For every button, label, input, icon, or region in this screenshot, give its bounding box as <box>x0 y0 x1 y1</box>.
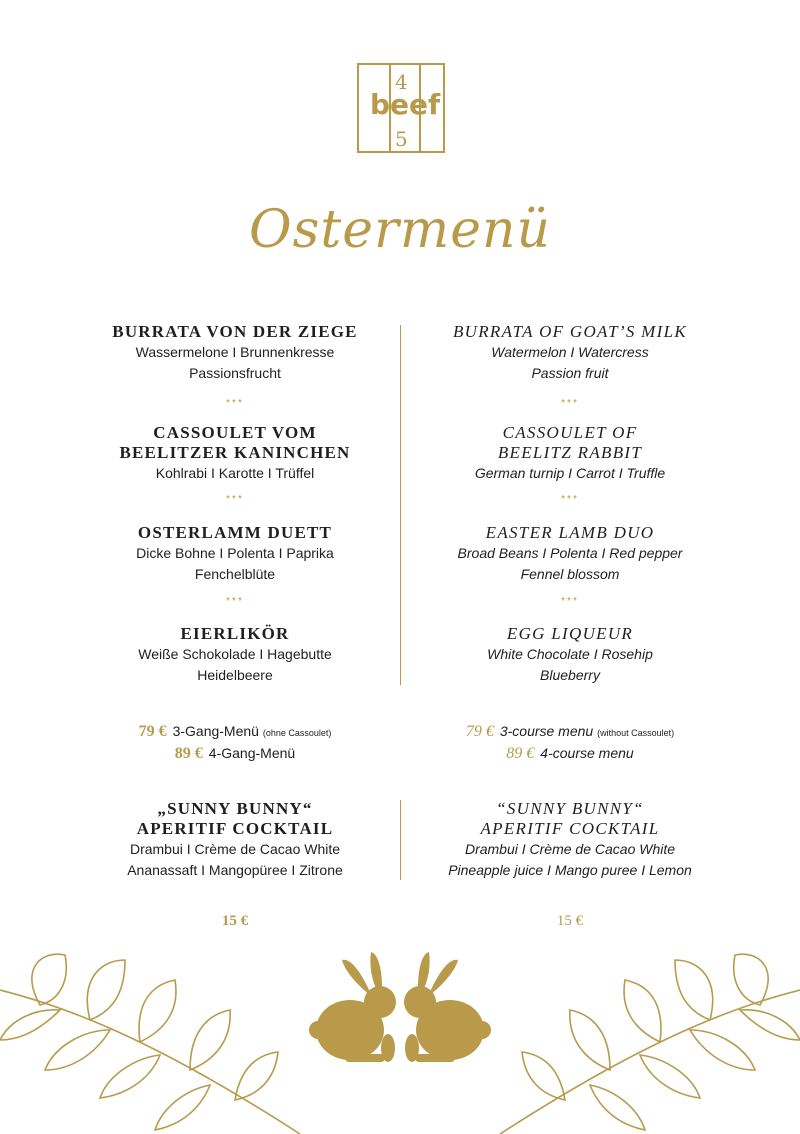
price-note: (without Cassoulet) <box>597 728 675 738</box>
price-label: 4-course menu <box>540 745 634 761</box>
course-name: EGG LIQUEUR <box>506 624 634 643</box>
course-1 <box>65 322 405 384</box>
course-4 <box>400 624 740 686</box>
course-name: BEELITZER KANINCHEN <box>119 443 351 462</box>
separator: *** <box>561 596 579 607</box>
price-4-course <box>400 743 740 764</box>
course-description: Passion fruit <box>531 365 609 381</box>
cocktail-description: Ananassaft I Mangopüree I Zitrone <box>127 862 343 878</box>
course-description: Dicke Bohne I Polenta I Paprika <box>136 545 334 561</box>
course-description: Watermelon I Watercress <box>491 344 649 360</box>
course-description: White Chocolate I Rosehip <box>487 646 653 662</box>
cocktail-price: 15 € <box>556 913 584 929</box>
logo-word: beef <box>370 88 441 121</box>
course-description: Heidelbeere <box>197 667 273 683</box>
separator: *** <box>561 494 579 505</box>
price-3-course <box>400 721 740 744</box>
price-3-course <box>65 721 405 744</box>
course-description: Fennel blossom <box>520 566 620 582</box>
course-description: Weiße Schokolade I Hagebutte <box>138 646 332 662</box>
course-name: BURRATA VON DER ZIEGE <box>112 322 358 341</box>
cocktail <box>400 799 740 881</box>
rabbit-icon <box>309 952 396 1062</box>
footer-decoration <box>0 930 800 1134</box>
logo-number-bottom: 5 <box>395 127 408 151</box>
course-name: CASSOULET OF <box>502 423 638 442</box>
separator: *** <box>226 596 244 607</box>
course-description: Fenchelblüte <box>194 566 276 582</box>
price-amount: 79 € <box>465 723 494 740</box>
course-name: BEELITZ RABBIT <box>497 443 643 462</box>
course-2 <box>65 423 405 484</box>
cocktail-description: Pineapple juice I Mango puree I Lemon <box>448 862 692 878</box>
cocktail-name: „SUNNY BUNNY“ <box>157 799 313 818</box>
price-amount: 89 € <box>174 745 203 762</box>
price-label: 3-course menu <box>499 723 594 739</box>
separator: *** <box>226 398 244 409</box>
course-name: OSTERLAMM DUETT <box>137 523 333 542</box>
course-description: Broad Beans I Polenta I Red pepper <box>457 545 683 561</box>
course-description: Kohlrabi I Karotte I Trüffel <box>155 465 315 481</box>
price-4-course <box>65 743 405 764</box>
separator: *** <box>561 398 579 409</box>
cocktail-price: 15 € <box>221 913 249 929</box>
laurel-branch-icon <box>0 954 300 1134</box>
cocktail-name: “SUNNY BUNNY“ <box>496 799 644 818</box>
course-description: Passionsfrucht <box>189 365 281 381</box>
price-amount: 89 € <box>506 745 535 762</box>
course-description: German turnip I Carrot I Truffle <box>474 465 666 481</box>
price-label: 3-Gang-Menü <box>172 723 259 739</box>
price-amount: 79 € <box>138 723 167 740</box>
menu-title: Ostermenü <box>249 200 551 260</box>
price-note: (ohne Cassoulet) <box>262 728 332 738</box>
course-1 <box>400 322 740 384</box>
separator: *** <box>226 494 244 505</box>
course-name: EIERLIKÖR <box>180 624 290 643</box>
cocktail-description: Drambui I Crème de Cacao White <box>129 841 341 857</box>
laurel-branch-icon <box>500 954 800 1134</box>
course-3 <box>400 523 740 585</box>
cocktail-name: APERITIF COCKTAIL <box>480 819 660 838</box>
cocktail-name: APERITIF COCKTAIL <box>136 819 334 838</box>
rabbit-icon <box>404 952 491 1062</box>
course-description: Wassermelone I Brunnenkresse <box>135 344 335 360</box>
cocktail-description: Drambui I Crème de Cacao White <box>464 841 676 857</box>
course-2 <box>400 423 740 484</box>
course-description: Blueberry <box>540 667 600 683</box>
course-3 <box>65 523 405 585</box>
logo-number-top: 4 <box>395 70 408 94</box>
course-name: CASSOULET VOM <box>153 423 317 442</box>
brand-logo <box>357 63 445 153</box>
cocktail <box>65 799 405 881</box>
course-4 <box>65 624 405 686</box>
course-name: EASTER LAMB DUO <box>485 523 655 542</box>
course-name: BURRATA OF GOAT’S MILK <box>452 322 687 341</box>
price-label: 4-Gang-Menü <box>208 745 296 761</box>
